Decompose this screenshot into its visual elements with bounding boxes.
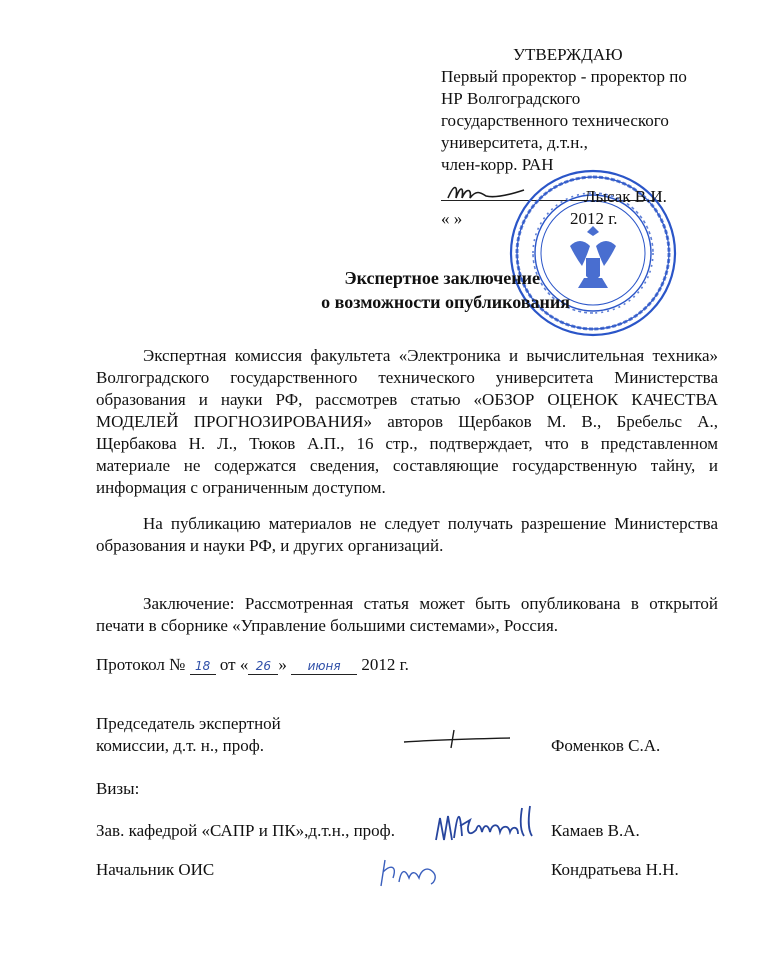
protocol-month: июня <box>291 658 357 675</box>
protocol-day: 26 <box>248 658 278 675</box>
conclusion-text: Рассмотренная статья может быть опубликована в открытой печати в сборнике «Управление большими системами», Россия. <box>96 594 718 635</box>
paragraph-commission: Экспертная комиссия факультета «Электроника и вычислительная техника» Волгоградского государственного технического университета Министерства образования и науки РФ, рассмотрев статью «ОБЗОР ОЦЕНОК КАЧЕСТВА МОДЕЛЕЙ ПРОГНОЗИРОВАНИЯ» авторов Щербаков М. В., Бребельс А., Щербакова Н. Л., Тюков А.П., 16 стр., подтверждает, что в представленном материале не содержатся сведения, составляющие государственную тайну, и информация с ограниченным доступом. <box>96 346 718 497</box>
visas-label: Визы: <box>96 779 140 798</box>
approval-date-year: 2012 г. <box>570 209 618 228</box>
ois-title: Начальник ОИС <box>96 860 215 879</box>
head-dept-name: Камаев В.А. <box>551 821 640 840</box>
paragraph-publication: На публикацию материалов не следует получать разрешение Министерства образования и науки РФ, и других организаций. <box>96 514 718 555</box>
approval-line-5: член-корр. РАН <box>441 155 554 174</box>
approval-line-1: Первый проректор - проректор по <box>441 67 687 86</box>
document-title <box>270 266 570 314</box>
head-dept-signature <box>430 800 550 848</box>
chair-signature <box>402 726 512 750</box>
protocol-prefix: Протокол № <box>96 655 186 674</box>
approval-block <box>441 44 741 176</box>
approval-line-2: НР Волгоградского <box>441 89 581 108</box>
protocol-from: от « <box>219 655 249 674</box>
head-dept-title: Зав. кафедрой «САПР и ПК»,д.т.н., проф. <box>96 821 395 840</box>
protocol-line <box>96 654 409 676</box>
chair-title-line-1: Председатель экспертной <box>96 714 281 733</box>
title-line-1: Экспертное заключение <box>344 268 540 288</box>
ois-signature <box>375 852 455 892</box>
ois-name: Кондратьева Н.Н. <box>551 860 679 879</box>
chair-name: Фоменков С.А. <box>551 736 661 755</box>
conclusion-label: Заключение: <box>143 594 235 613</box>
approval-date-quotes: « » <box>441 209 463 228</box>
approval-line-3: государственного технического <box>441 111 669 130</box>
rector-name: Лысак В.И. <box>584 187 667 206</box>
protocol-year: 2012 г. <box>361 655 409 674</box>
chair-title-line-2: комиссии, д.т. н., проф. <box>96 736 264 755</box>
paragraph-conclusion <box>96 593 718 637</box>
approval-heading: УТВЕРЖДАЮ <box>513 45 623 64</box>
approval-line-4: университета, д.т.н., <box>441 133 588 152</box>
title-line-2: о возможности опубликования <box>321 292 570 312</box>
protocol-close-quote: » <box>278 655 287 674</box>
protocol-number: 18 <box>190 658 216 675</box>
